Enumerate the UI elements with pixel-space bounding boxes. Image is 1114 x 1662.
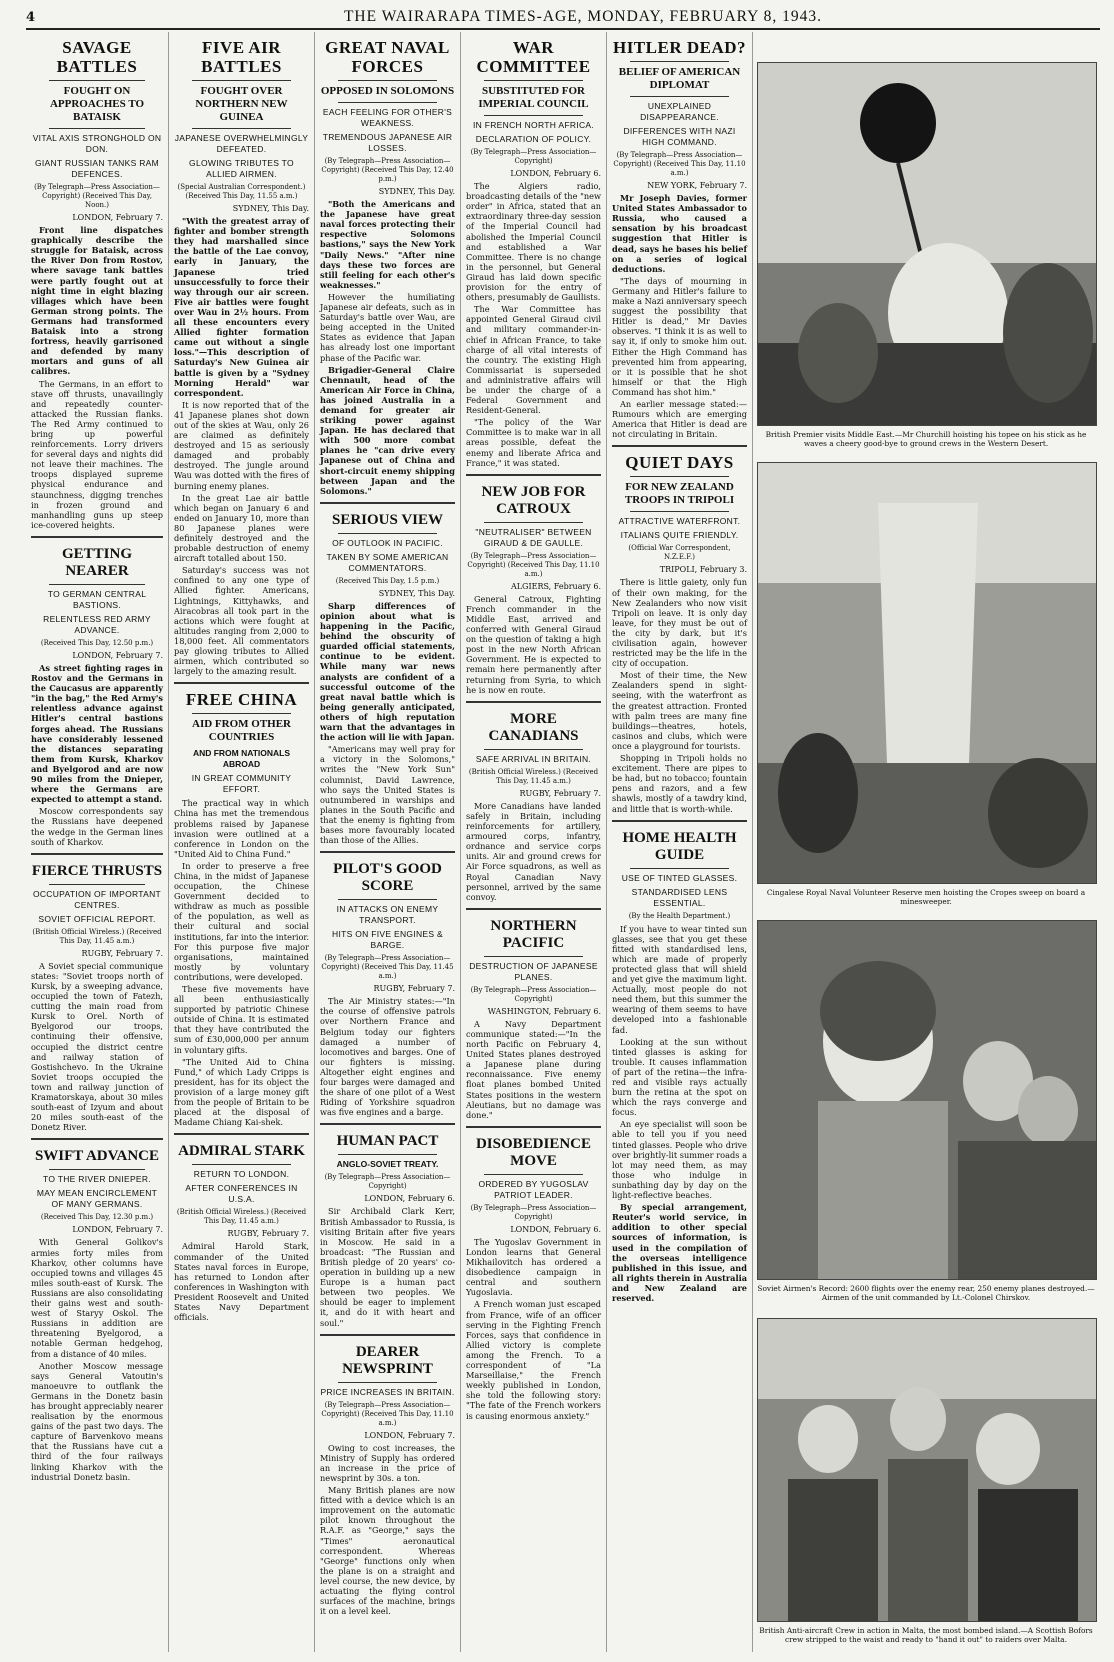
headline: ADMIRAL STARK [178,1143,305,1160]
paragraph: Admiral Harold Stark, commander of the United States naval forces in Europe, has returned to London after conferences in Washington with President Roosevelt and United States Navy Department officials. [174,1241,309,1323]
credit-line: (By Telegraph—Press Association—Copyright) [470,1203,597,1221]
dateline: ALGIERS, February 6. [510,581,601,591]
subheadline: BELIEF OF AMERICAN DIPLOMAT [618,66,741,91]
paragraph: An eye specialist will soon be able to tell you if you need tinted glasses. People who drive over brightly-lit summer roads a lot may need them, as may those who indulge in sunbathing day by day on the light-reflective beaches. [612,1119,747,1201]
paragraph: Owing to cost increases, the Ministry of Supply has ordered an increase in the price of newsprint by 30s. a ton. [320,1442,455,1483]
paragraph: Saturday's success was not confined to any one type of Allied fighter. Americans, Lightnings, Kittyhawks, and Airacobras all took part in the actions which were fought at altitudes ranging from 2,000 to 18,000 feet. All commentators pay glowing tributes to Allied airmen, which contributed so largely to the amazing result. [174,565,309,677]
credit-line: (By Telegraph—Press Association—Copyright) [324,1173,451,1191]
headline: HOME HEALTH GUIDE [622,829,737,863]
photo-malta-gun-crew [757,1318,1097,1622]
subheadline: TO GERMAN CENTRAL BASTIONS. [47,588,147,610]
article-fierce-thrusts [31,863,163,1133]
photo-minesweeper [757,462,1097,884]
dateline: LONDON, February 7. [72,1225,163,1235]
dateline: LONDON, February 6. [510,169,601,178]
subheadline: VITAL AXIS STRONGHOLD ON DON. [32,133,162,154]
article-savage-battles [31,38,163,530]
credit-line: (British Official Wireless.) (Received This Day, 11.45 a.m.) [176,1208,307,1226]
paragraph: In order to preserve a free China, in the midst of Japanese occupation, the Chinese Government decided to withdraw as much as possible of the population, as well as their cultural and social institutions, far into the interior. For this purpose five major organisations, maintained mostly by voluntary contributions, were developed. [174,860,309,982]
dateline: RUGBY, February 7. [227,1229,309,1239]
dateline: RUGBY, February 7. [373,984,455,994]
headline: SAVAGE BATTLES [56,38,138,76]
subheadline: GLOWING TRIBUTES TO ALLIED AIRMEN. [189,158,294,179]
column-5 [607,32,753,1652]
subheadline: AFTER CONFERENCES IN U.S.A. [185,1183,298,1205]
subheadline: FOUGHT ON APPROACHES TO BATAISK [49,85,145,123]
newspaper-title: THE WAIRARAPA TIMES-AGE, MONDAY, FEBRUARY 8, 1943. [343,8,823,25]
dateline: LONDON, February 7. [72,650,163,660]
subheadline: ATTRACTIVE WATERFRONT. [618,516,741,527]
dateline: LONDON, February 6. [510,1224,601,1234]
paragraph: Many British planes are now fitted with a device which is an improvement on the automatic pilot known throughout the R.A.F. as "George," says the "Times" aeronautical correspondent. Whereas "George" functions only when the plane is on a straight and level course, the new device, by actuating the flying control surfaces of the machine, brings it on a level keel. [320,1485,455,1617]
paragraph: An earlier message stated:—Rumours which are emerging America that Hitler is dead are not circulating in Britain. [612,398,747,440]
column-2 [169,32,315,1652]
subheadline: DESTRUCTION OF JAPANESE PLANES. [469,960,598,982]
paragraph: These five movements have all been enthusiastically supported by patriotic Chinese outside of China. It is estimated that they have contributed the sum of £30,000,000 per annum in voluntary gifts. [174,984,309,1055]
credit-line: (British Official Wireless.) (Received This Day, 11.45 a.m.) [32,927,162,945]
credit-line: (By Telegraph—Press Association—Copyright) [470,985,597,1003]
dateline: RUGBY, February 7. [81,948,163,958]
subheadline: RELENTLESS RED ARMY ADVANCE. [43,613,151,635]
subheadline: OF OUTLOOK IN PACIFIC. [332,537,443,548]
subheadline: ANGLO-SOVIET TREATY. [336,1159,439,1170]
headline: WAR COMMITTEE [476,38,591,76]
subheadline: JAPANESE OVERWHELMINGLY DEFEATED. [174,133,309,154]
paragraph: Another Moscow message says General Vatoutin's manoeuvre to outflank the Germans in the Donetz basin has brought appreciably nearer realisation by the enormous gains of the past two days. The capture of Barvenkovo means that the Russians have cut a third of the four railways linking Kharkov with the industrial Donetz basin. [31,1360,163,1482]
dateline: SYDNEY, This Day. [378,187,455,196]
subheadline: IN FRENCH NORTH AFRICA. [472,120,595,130]
headline: FIVE AIR BATTLES [201,38,282,76]
headline: PILOT'S GOOD SCORE [333,861,442,895]
dateline: SYDNEY, This Day. [378,588,455,598]
credit-line: (By Telegraph—Press Association—Copyright) (Received This Day, Noon.) [34,183,160,209]
credit-line: (Received This Day, 1.5 p.m.) [335,576,440,585]
headline: DISOBEDIENCE MOVE [475,1135,592,1169]
article-war-committee [466,38,601,468]
paragraph: As street fighting rages in Rostov and the Germans in the Caucasus are apparently "in the bag," the Red Army's relentless advance against Hitler's central bastions forges ahead. The Russians have considerably lessened the distances separating them from Kursk, Kharkov and Byelgorod and are now 90 miles from the Dnieper, where the Germans are expected to attempt a stand. [31,663,163,805]
dateline: LONDON, February 7. [364,1430,455,1440]
paragraph: With General Golikov's armies forty miles from Kharkov, other columns have occupied towns and villages 45 miles south-east of Kursk. The Russians are also consolidating their gains west and south-west of Staryy Oskol. The Russians in addition are threatening Byelgorod, a notable German hedgehog, from a distance of 40 miles. [31,1237,163,1359]
article-northern-pacific [466,918,601,1120]
headline: SERIOUS VIEW [331,511,443,528]
paragraph: A French woman just escaped from France, wife of an officer serving in the Fighting French Forces, says that confidence in Allied victory is complete among the French. To a correspondent of "La Marseillaise," the French weekly published in London, she told the following story: "The fate of the French workers is causing enormous anxiety." [466,1299,601,1421]
subheadline: EACH FEELING FOR OTHER'S WEAKNESS. [322,107,453,128]
paragraph: Most of their time, the New Zealanders spend in sight-seeing, with the waterfront as the greatest attraction. Fronted with palm trees are many fine buildings—theatres, hotels, casinos and clubs, which were once a playground for tourists. [612,670,747,751]
paragraph: Shopping in Tripoli holds no excitement. There are pipes to be had, but no tobacco; fountain pens and razors, and a few shawls, mostly of a tawdry kind, and little that is worth-while. [612,753,747,814]
photo-churchill [757,62,1097,426]
subheadline: STANDARDISED LENS ESSENTIAL. [631,886,728,908]
headline: FIERCE THRUSTS [31,862,163,879]
photo-column [753,32,1100,1652]
subheadline: USE OF TINTED GLASSES. [621,872,738,883]
paragraph: The Germans, in an effort to stave off thrusts, unavailingly and repeatedly counter-attacked the Russian flanks. The Red Army continued to bring up powerful reinforcements. Lorry drivers for several days and nights did not leave their machines. The troops displayed supreme physical endurance and staunchness, digging trenches in frozen ground and manhandling guns up steep ice-covered heights. [31,378,163,530]
paragraph: Sharp differences of opinion about what is happening in the Pacific, behind the obscurity of guarded official statements, continue to be evident. While many war news analysts are confident of a successful outcome of the great naval battle which is being generally anticipated, others of high reputation warn that the advantages in the action will lie with Japan. [320,600,455,743]
headline: NEW JOB FOR CATROUX [481,483,586,517]
credit-line: (Special Australian Correspondent.) (Received This Day, 11.55 a.m.) [177,183,306,200]
paragraph: Brigadier-General Claire Chennault, head of the American Air Force in China, has joined Australia in a demand for greater air striking power against Japan. He has declared that with 500 more combat planes he "can drive every Japanese out of China and short-circuit enemy shipping between Japan and the Solomons." [320,364,455,496]
paragraph: "The United Aid to China Fund," of which Lady Cripps is president, has for its object the provision of a large money gift from the people of Britain to be placed at the disposal of Madame Chiang Kai-shek. [174,1056,309,1128]
headline: HUMAN PACT [336,1133,439,1150]
headline: HITLER DEAD? [612,38,747,57]
article-swift-advance [31,1148,163,1481]
subheadline: GIANT RUSSIAN TANKS RAM DEFENCES. [34,158,160,179]
subheadline: TREMENDOUS JAPANESE AIR LOSSES. [322,132,453,153]
article-serious-view [320,512,455,845]
paragraph: It is now reported that of the 41 Japanese planes shot down out of the skies at Wau, only 26 are claimed as definitely destroyed and 15 as seriously damaged and probably destroyed. The jungle around Wau was dotted with the fires of burning enemy planes. [174,399,309,491]
column-4 [461,32,607,1652]
paragraph: The practical way in which China has met the tremendous problems raised by Japanese invasion were outlined at a conference in London on the "United Aid to China Fund." [174,798,309,859]
dateline: SYDNEY, This Day. [232,204,309,213]
paragraph: However the humiliating Japanese air defeats, such as in Saturday's battle over Wau, are being accepted in the United States as evidence that Japan has already lost one important phase of the Pacific war. [320,291,455,363]
column-3 [315,32,461,1652]
subheadline: HITS ON FIVE ENGINES & BARGE. [332,929,443,951]
photo-caption: Soviet Airmen's Record: 2600 flights over the enemy rear, 250 enemy planes destroyed.—Airmen of the unit commanded by Lt.-Colonel Chirskov. [757,1284,1095,1303]
subheadline: "NEUTRALISER" BETWEEN GIRAUD & DE GAULLE. [475,526,592,548]
subheadline: OCCUPATION OF IMPORTANT CENTRES. [32,888,162,910]
subheadline: SAFE ARRIVAL IN BRITAIN. [475,753,592,764]
headline: GREAT NAVAL FORCES [325,38,450,76]
headline: FREE CHINA [185,690,298,710]
article-five-air-battles [174,38,309,676]
subheadline: MAY MEAN ENCIRCLEMENT OF MANY GERMANS. [36,1188,158,1210]
subheadline: IN GREAT COMMUNITY EFFORT. [191,773,292,795]
subheadline: SOVIET OFFICIAL REPORT. [38,913,156,924]
article-admiral-stark [174,1143,309,1322]
subheadline: PRICE INCREASES IN BRITAIN. [320,1386,455,1397]
paragraph: "Americans may well pray for a victory in the Solomons," writes the "New York Sun" columnist, David Lawrence, who says the United States is outnumbered in warships and planes in the South Pacific and that the enemy is fighting from bases more favourably located than those of the Allies. [320,744,455,846]
copyright-note: By special arrangement, Reuter's world service, in addition to other special sources of information, is used in the compilation of the overseas intelligence published in this issue, and all rights therein in Australia and New Zealand are reserved. [612,1202,747,1303]
credit-line: (By Telegraph—Press Association—Copyright) (Received This Day, 12.40 p.m.) [321,157,454,183]
article-great-naval-forces [320,38,455,496]
paragraph: The Yugoslav Government in London learns that General Mikhailovitch has ordered a disobedience campaign in central and southern Yugoslavia. [466,1236,601,1298]
headline: MORE CANADIANS [488,710,579,744]
headline: GETTING NEARER [61,545,133,579]
article-dearer-newsprint [320,1344,455,1617]
paragraph: The War Committee has appointed General Giraud civil and military commander-in-chief in African France, to take charge of all vital interests of the country. The existing High Commissariat is superseded and administrative affairs will be under the charge of a Federal Government and Resident-General. [466,304,601,416]
photo-soviet-airmen [757,920,1097,1280]
dateline: RUGBY, February 7. [519,788,601,798]
photo-caption: Cingalese Royal Naval Volunteer Reserve men hoisting the Cropes sweep on board a minesweeper. [766,888,1086,907]
paragraph: A Soviet special communique states: "Soviet troops north of Kursk, by a sweeping advance, occupied the town of Fatezh, cutting the main road from Kursk to Orel. North of Byelgorod our troops, continuing their offensive, occupied the district centre and railway station of Gostishchevo. In the Ukraine Soviet troops occupied the town and railway junction of Kramatorskaya, about 30 miles south-east of Izyum and about 20 miles south-east of the Donetz River. [31,960,163,1133]
paragraph: In the great Lae air battle which began on January 6 and ended on January 10, more than 80 Japanese planes were definitely destroyed and the probable destruction of enemy aircraft totalled about 150. [174,492,309,564]
credit-line: (Official War Correspondent, N.Z.E.F.) [628,544,731,562]
subheadline: RETURN TO LONDON. [193,1169,290,1180]
credit-line: (By Telegraph—Press Association—Copyright) (Received This Day, 11.10 a.m.) [321,1400,454,1427]
article-human-pact [320,1133,455,1327]
article-disobedience-move [466,1136,601,1421]
subheadline: AID FROM OTHER COUNTRIES [192,718,291,744]
paragraph: If you have to wear tinted sun glasses, see that you get these fitted with standardised lens, which are made of properly protected glass that will shield and yet give the maximum light. Actually, most people do not need them, but this summer the wearing of them seems to have developed into a fashionable fad. [612,923,747,1035]
subheadline: OPPOSED IN SOLOMONS [320,85,455,97]
credit-line: (By Telegraph—Press Association—Copyright) [470,148,597,165]
masthead [26,6,1100,30]
article-new-job-for-catroux [466,484,601,695]
paragraph: "Both the Americans and the Japanese have great naval forces protecting their respective Solomons bastions," says the New York "Daily News." "After nine days these two forces are still feeling for each other's weaknesses." [320,199,455,290]
paragraph: Looking at the sun without tinted glasses is asking for trouble. It causes inflammation of part of the retina—the infra-red and visible rays actually burn the retina at the spot on which the rays converge and focus. [612,1036,747,1118]
subheadline: DECLARATION OF POLICY. [475,134,592,144]
credit-line: (By Telegraph—Press Association—Copyright) (Received This Day, 11.45 a.m.) [321,954,454,981]
paragraph: The Air Ministry states:—"In the course of offensive patrols over Northern France and Belgium today our fighters damaged a number of locomotives and barges. One of our fighters is missing. Altogether eight engines and four barges were damaged and the share of one pilot of a West Riding of Yorkshire squadron was five engines and a barge. [320,996,455,1118]
credit-line: (By the Health Department.) [628,911,731,920]
article-quiet-days [612,453,747,813]
article-more-canadians [466,711,601,902]
subheadline: AND FROM NATIONALS ABROAD [192,748,291,770]
subheadline: IN ATTACKS ON ENEMY TRANSPORT. [336,904,439,926]
column-1 [26,32,169,1652]
page-number: 4 [26,9,36,25]
article-home-health-guide [612,830,747,1303]
dateline: NEW YORK, February 7. [647,181,747,190]
credit-line: (Received This Day, 12.50 p.m.) [40,638,154,647]
dateline: TRIPOLI, February 3. [659,565,747,575]
paragraph: More Canadians have landed safely in Britain, including reinforcements for artillery, armoured corps, infantry, ordnance and service corps units. Air and ground crews for Air Force squadrons, as well as Royal Canadian Navy personnel, arrived by the same convoy. [466,800,601,902]
photo-caption: British Premier visits Middle East.—Mr Churchill hoisting his topee on his stick as he waves a cheery good-bye to ground crews in the Western Desert. [765,430,1087,449]
dateline: LONDON, February 7. [72,213,163,222]
headline: NORTHERN PACIFIC [490,917,577,951]
article-getting-nearer [31,546,163,847]
paragraph: "The days of mourning in Germany and Hitler's failure to make a Nazi anniversary speech suggest the possibility that Hitler is dead," Mr Davies observes. "I think it is as well to say it, if only to smoke him out. Either the High Command has prevented him from appearing, or it is possible that he shot himself or that the High Command has shot him." [612,275,747,397]
paragraph: Mr Joseph Davies, former United States Ambassador to Russia, who caused a sensation by his broadcast suggestion that Hitler is dead, says he bases his belief on a series of logical deductions. [612,193,747,274]
paragraph: Moscow correspondents say the Russians have deepened the wedge in the German lines south of Kharkov. [31,806,163,847]
subheadline: ORDERED BY YUGOSLAV PATRIOT LEADER. [478,1178,589,1200]
credit-line: (British Official Wireless.) (Received This Day, 11.45 a.m.) [468,767,599,785]
headline: DEARER NEWSPRINT [342,1343,433,1377]
paragraph: The Algiers radio, broadcasting details of the "new order" in Africa, stated that an extraordinary three-day session of the Imperial Council had abolished the Imperial Council and established a War Committee. There is no change in the personnel, but General Giraud has laid down specific provision for the entry of others, presumably de Gaullists. [466,181,601,303]
subheadline: DIFFERENCES WITH NAZI HIGH COMMAND. [623,126,736,147]
dateline: WASHINGTON, February 6. [487,1006,601,1016]
subheadline: FOUGHT OVER NORTHERN NEW GUINEA [195,85,288,123]
paragraph: General Catroux, Fighting French commander in the Middle East, arrived and conferred with General Giraud on the question of taking a high post in the new North African Government. He is expected to remain here permanently after returning from Syria, to which he is now en route. [466,593,601,695]
paragraph: "The policy of the War Committee is to make war in all areas possible, defeat the enemy and liberate Africa and France," it was stated. [466,417,601,468]
paragraph: "With the greatest array of fighter and bomber strength they had marshalled since the battle of the Lae convoy, early in January, the Japanese tried unsuccessfully to force their way through our air screen. Five air battles were fought over Wau in 2½ hours. From all these encounters every Allied fighter formation came out without a single loss."—This description of Saturday's New Guinea air battle is given by a "Sydney Morning Herald" war correspondent. [174,216,309,398]
credit-line: (Received This Day, 12.30 p.m.) [40,1213,154,1222]
paragraph: A Navy Department communique stated:—"In the north Pacific on February 4, United States planes destroyed a Japanese plane during reconnaissance. Five enemy float planes bombed United States positions in the western Aleutians, but no damage was done." [466,1018,601,1120]
subheadline: SUBSTITUTED FOR IMPERIAL COUNCIL [478,85,589,110]
credit-line: (By Telegraph—Press Association—Copyright) (Received This Day, 11.10 a.m.) [613,151,746,177]
article-pilots-good-score [320,861,455,1117]
paragraph: Sir Archibald Clark Kerr, British Ambassador to Russia, is visiting Britain after five years in Moscow. He said in a broadcast: "The Russian and British pledge of 20 years' co-operation in building up a new Europe is a human pact between two peoples. We should be eager to implement it, and do it with heart and soul." [320,1206,455,1328]
paragraph: There is little gaiety, only fun of their own making, for the New Zealanders who now visit Tripoli on leave. It is only day leave, for they must be out of the city by dark, but it's civilisation again, however restricted may be the life in the city of occupation. [612,577,747,669]
subheadline: TAKEN BY SOME AMERICAN COMMENTATORS. [326,551,449,573]
article-free-china [174,690,309,1127]
subheadline: FOR NEW ZEALAND TROOPS IN TRIPOLI [624,481,735,507]
article-hitler-dead [612,38,747,439]
dateline: LONDON, February 6. [364,1194,455,1204]
photo-caption: British Anti-aircraft Crew in action in Malta, the most bombed island.—A Scottish Bofors crew stripped to the waist and ready to "hand it out" to raiders over Malta. [759,1626,1093,1645]
subheadline: TO THE RIVER DNIEPER. [42,1174,151,1185]
credit-line: (By Telegraph—Press Association—Copyright) (Received This Day, 11.10 a.m.) [467,551,600,578]
subheadline: UNEXPLAINED DISAPPEARANCE. [640,101,719,122]
paragraph: Front line dispatches graphically describe the struggle for Bataisk, across the River Don from Rostov, where savage tank battles were partly fought out at night time in eight blazing villages which have been German strong points. The Germans had transformed Bataisk into a strong fortress, heavily garrisoned and defended by many mortars and guns of all calibres. [31,225,163,377]
subheadline: ITALIANS QUITE FRIENDLY. [620,530,739,541]
headline: SWIFT ADVANCE [34,1148,160,1165]
headline: QUIET DAYS [625,453,734,473]
